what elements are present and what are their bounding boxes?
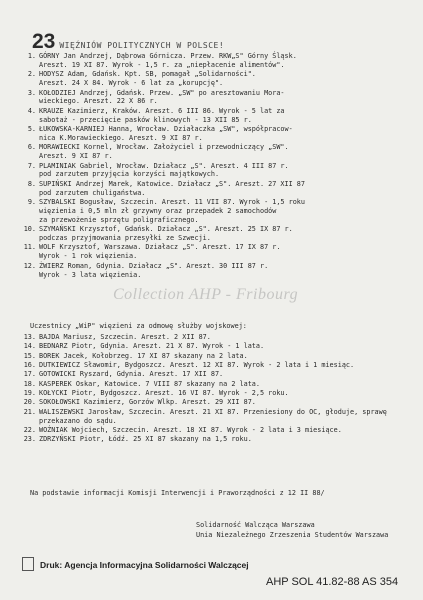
item-text: HODYSZ Adam, Gdańsk. Kpt. SB, pomagał „Solidarności". Areszt. 24 X 84. Wyrok - 6 lat za „korupcję".: [39, 70, 256, 88]
item-text: KOŁODZIEJ Andrzej, Gdańsk. Przew. „SW" po aresztowaniu Mora- wieckiego. Areszt. 22 X 86 r.: [39, 88, 285, 106]
item-text: SUPIŃSKI Andrzej Marek, Katowice. Działacz „S". Areszt. 27 XII 87 pod zarzutem chuligaństwa.: [39, 179, 305, 197]
item-number: 19.: [23, 389, 36, 398]
item-number: 16.: [23, 361, 36, 370]
list-item: [20, 342, 402, 351]
list-item: [20, 225, 402, 243]
item-text: GOTOWICKI Ryszard, Gdynia. Areszt. 17 XII 87.: [39, 370, 224, 379]
item-text: MORAWIECKI Kornel, Wrocław. Założyciel i przewodniczący „SW". Areszt. 9 XI 87 r.: [39, 143, 289, 161]
signature-block: [196, 520, 388, 540]
item-number: 8.: [27, 179, 36, 188]
item-number: 4.: [27, 106, 36, 115]
item-text: DUTKIEWICZ Sławomir, Bydgoszcz. Areszt. 12 XI 87. Wyrok - 2 lata i 1 miesiąc.: [39, 361, 355, 370]
list-item: [20, 125, 402, 143]
print-credit: Druk: Agencja Informacyjna Solidarności Walczącej: [40, 560, 249, 570]
item-text: BAJDA Mariusz, Szczecin. Areszt. 2 XII 87.: [39, 333, 211, 341]
item-number: 20.: [23, 398, 36, 407]
item-number: 5.: [27, 125, 36, 133]
item-text: KRAUZE Kazimierz, Kraków. Areszt. 6 III 86. Wyrok - 5 lat za sabotaż - przecięcie pasków klinowych - 13 XII 85 r.: [39, 106, 285, 124]
list-item: [20, 162, 402, 180]
list-item: [20, 361, 402, 370]
list-item: [20, 143, 402, 161]
political-prisoners-list: [20, 52, 402, 280]
wip-prisoners-list: [20, 333, 402, 445]
item-number: 17.: [23, 370, 36, 379]
item-number: 10.: [23, 225, 36, 234]
list-item: [20, 89, 402, 107]
item-text: SZYMAŃSKI Krzysztof, Gdańsk. Działacz „S". Areszt. 25 IX 87 r. podczas przyjmowania przesyłki ze Szwecji.: [39, 225, 293, 243]
item-number: 23.: [23, 435, 36, 444]
list-item: [20, 370, 402, 379]
item-text: WOLF Krzysztof, Warszawa. Działacz „S". Areszt. 17 IX 87 r. Wyrok - 1 rok więzienia.: [39, 243, 281, 261]
item-text: BEDNARZ Piotr, Gdynia. Areszt. 21 X 87. Wyrok - 1 lata.: [39, 342, 265, 351]
list-item: [20, 107, 402, 125]
item-number: 18.: [23, 379, 36, 388]
item-text: WOŹNIAK Wojciech, Szczecin. Areszt. 18 XI 87. Wyrok - 2 lata i 3 miesiące.: [39, 426, 342, 434]
list-item: [20, 262, 402, 280]
list-item: [20, 389, 402, 398]
list-item: [20, 426, 402, 435]
item-text: KOŁYCKI Piotr, Bydgoszcz. Areszt. 16 VI 87. Wyrok - 2,5 roku.: [39, 389, 289, 398]
item-text: ŻWIERZ Roman, Gdynia. Działacz „S". Areszt. 30 III 87 r. Wyrok - 3 lata więzienia.: [39, 261, 269, 279]
heading-number: 23: [32, 30, 56, 53]
archive-reference: AHP SOL 41.82-88 AS 354: [266, 576, 399, 588]
item-number: 21.: [23, 407, 36, 416]
item-number: 7.: [27, 161, 36, 170]
item-number: 6.: [27, 143, 36, 152]
item-text: GÓRNY Jan Andrzej, Dąbrowa Górnicza. Przew. RKW„S" Górny Śląsk. Areszt. 19 XI 87. Wyrok - 1,5 r. za „niepłacenie alimentów".: [39, 52, 297, 69]
item-text: ŁUKOWSKA-KARNIEJ Hanna, Wrocław. Działaczka „SW", współpracow- nica K.Morawieckiego. Areszt. 9 XI 87 r.: [39, 125, 293, 142]
list-item: [20, 198, 402, 225]
item-number: 12.: [23, 261, 36, 270]
list-item: [20, 408, 402, 426]
signature-line-1: Solidarność Walcząca Warszawa: [196, 521, 315, 529]
item-text: KASPEREK Oskar, Katowice. 7 VIII 87 skazany na 2 lata.: [39, 379, 260, 388]
list-item: [20, 333, 402, 342]
list-item: [20, 380, 402, 389]
item-number: 11.: [23, 243, 36, 252]
item-text: WALISZEWSKI Jarosław, Szczecin. Areszt. 21 XI 87. Przeniesiony do OC, głoduje, sprawę przekazano do sądu.: [39, 407, 387, 425]
item-text: PLAMINIAK Gabriel, Wrocław. Działacz „S". Areszt. 4 III 87 r. pod zarzutem przyjęcia korzyści majątkowych.: [39, 161, 289, 179]
item-number: 22.: [23, 426, 36, 434]
source-note: Na podstawie informacji Komisji Interwencji i Praworządności z 12 II 88/: [30, 489, 325, 497]
list-item: [20, 398, 402, 407]
item-number: 15.: [23, 351, 36, 360]
item-text: SZYBALSKI Bogusław, Szczecin. Areszt. 11 VII 87. Wyrok - 1,5 roku więzienia i 0,5 mln zł grzywny oraz przepadek 2 samochodów za przewożenie sprzętu poligraficznego.: [39, 198, 305, 224]
heading-title: WIĘŹNIÓW POLITYCZNYCH W POLSCE!: [59, 41, 225, 50]
item-number: 3.: [27, 88, 36, 97]
list-item: [20, 70, 402, 88]
list-item: [20, 352, 402, 361]
list-item: [20, 180, 402, 198]
list-item: [20, 435, 402, 444]
item-text: SOKOŁOWSKI Kazimierz, Gorzów Wlkp. Areszt. 29 XII 87.: [39, 398, 256, 407]
item-number: 13.: [23, 333, 36, 341]
list-item: [20, 243, 402, 261]
wip-intro-text: Uczestnicy „WiP" więzieni za odmowę służby wojskowej:: [30, 322, 247, 330]
item-number: 9.: [27, 198, 36, 206]
item-number: 1.: [27, 52, 36, 60]
item-text: ZDRZYŃSKI Piotr, Łódź. 25 XI 87 skazany na 1,5 roku.: [39, 435, 252, 444]
signature-line-2: Unia Niezależnego Zrzeszenia Studentów Warszawa: [196, 531, 389, 539]
margin-mark: [22, 557, 34, 571]
collection-watermark: Collection AHP - Fribourg: [113, 286, 299, 303]
item-number: 2.: [27, 70, 36, 79]
document-heading: [32, 30, 224, 54]
list-item: [20, 52, 402, 70]
item-number: 14.: [23, 342, 36, 351]
item-text: BOREK Jacek, Kołobrzeg. 17 XI 87 skazany na 2 lata.: [39, 351, 248, 360]
